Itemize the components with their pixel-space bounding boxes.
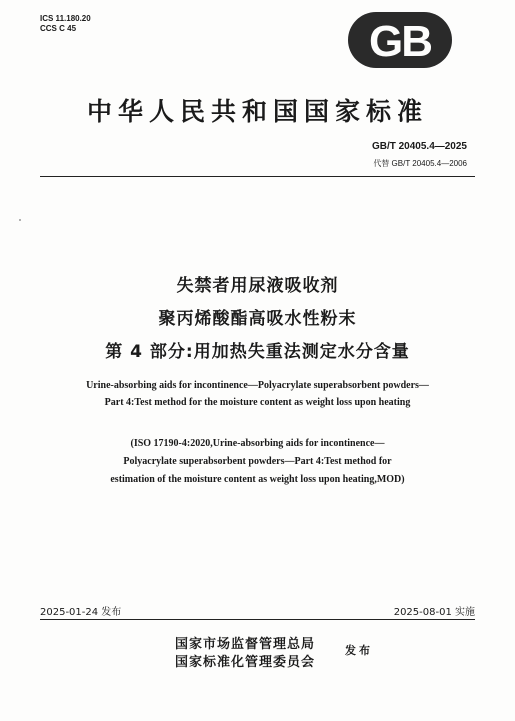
scan-mark xyxy=(19,219,21,221)
classification-codes xyxy=(40,14,91,34)
iso-ref-line1: (ISO 17190-4:2020,Urine-absorbing aids for incontinence— xyxy=(130,438,385,449)
gb-logo xyxy=(348,12,452,68)
title-zh-line2: 聚丙烯酸酯高吸水性粉末 xyxy=(158,309,357,329)
title-en-line2: Part 4:Test method for the moisture content as weight loss upon heating xyxy=(104,397,411,408)
national-standard-title: 中华人民共和国国家标准 xyxy=(86,97,428,126)
title-zh-line3: 第 4 部分:用加热失重法测定水分含量 xyxy=(105,342,410,362)
issue-label: 发布 xyxy=(345,644,373,657)
iso-ref-line3: estimation of the moisture content as weight loss upon heating,MOD) xyxy=(110,474,405,485)
ics-code: ICS 11.180.20 xyxy=(40,14,91,23)
publish-date: 2025-01-24 发布 xyxy=(40,607,122,618)
footer-divider xyxy=(40,619,475,620)
ccs-code: CCS C 45 xyxy=(40,24,77,33)
iso-ref-line2: Polyacrylate superabsorbent powders—Part 4:Test method for xyxy=(123,456,392,467)
replaces-standard: 代替 GB/T 20405.4—2006 xyxy=(373,159,467,168)
title-en-line1: Urine-absorbing aids for incontinence—Polyacrylate superabsorbent powders— xyxy=(86,380,429,391)
issuer-samr: 国家市场监督管理总局 xyxy=(175,637,316,652)
issuer-sac: 国家标准化管理委员会 xyxy=(175,655,316,670)
header-divider xyxy=(40,176,475,177)
logo-text: GB xyxy=(369,17,431,66)
implement-date: 2025-08-01 实施 xyxy=(393,607,475,618)
standard-number: GB/T 20405.4—2025 xyxy=(371,141,467,152)
title-zh-line1: 失禁者用尿液吸收剂 xyxy=(176,276,339,296)
